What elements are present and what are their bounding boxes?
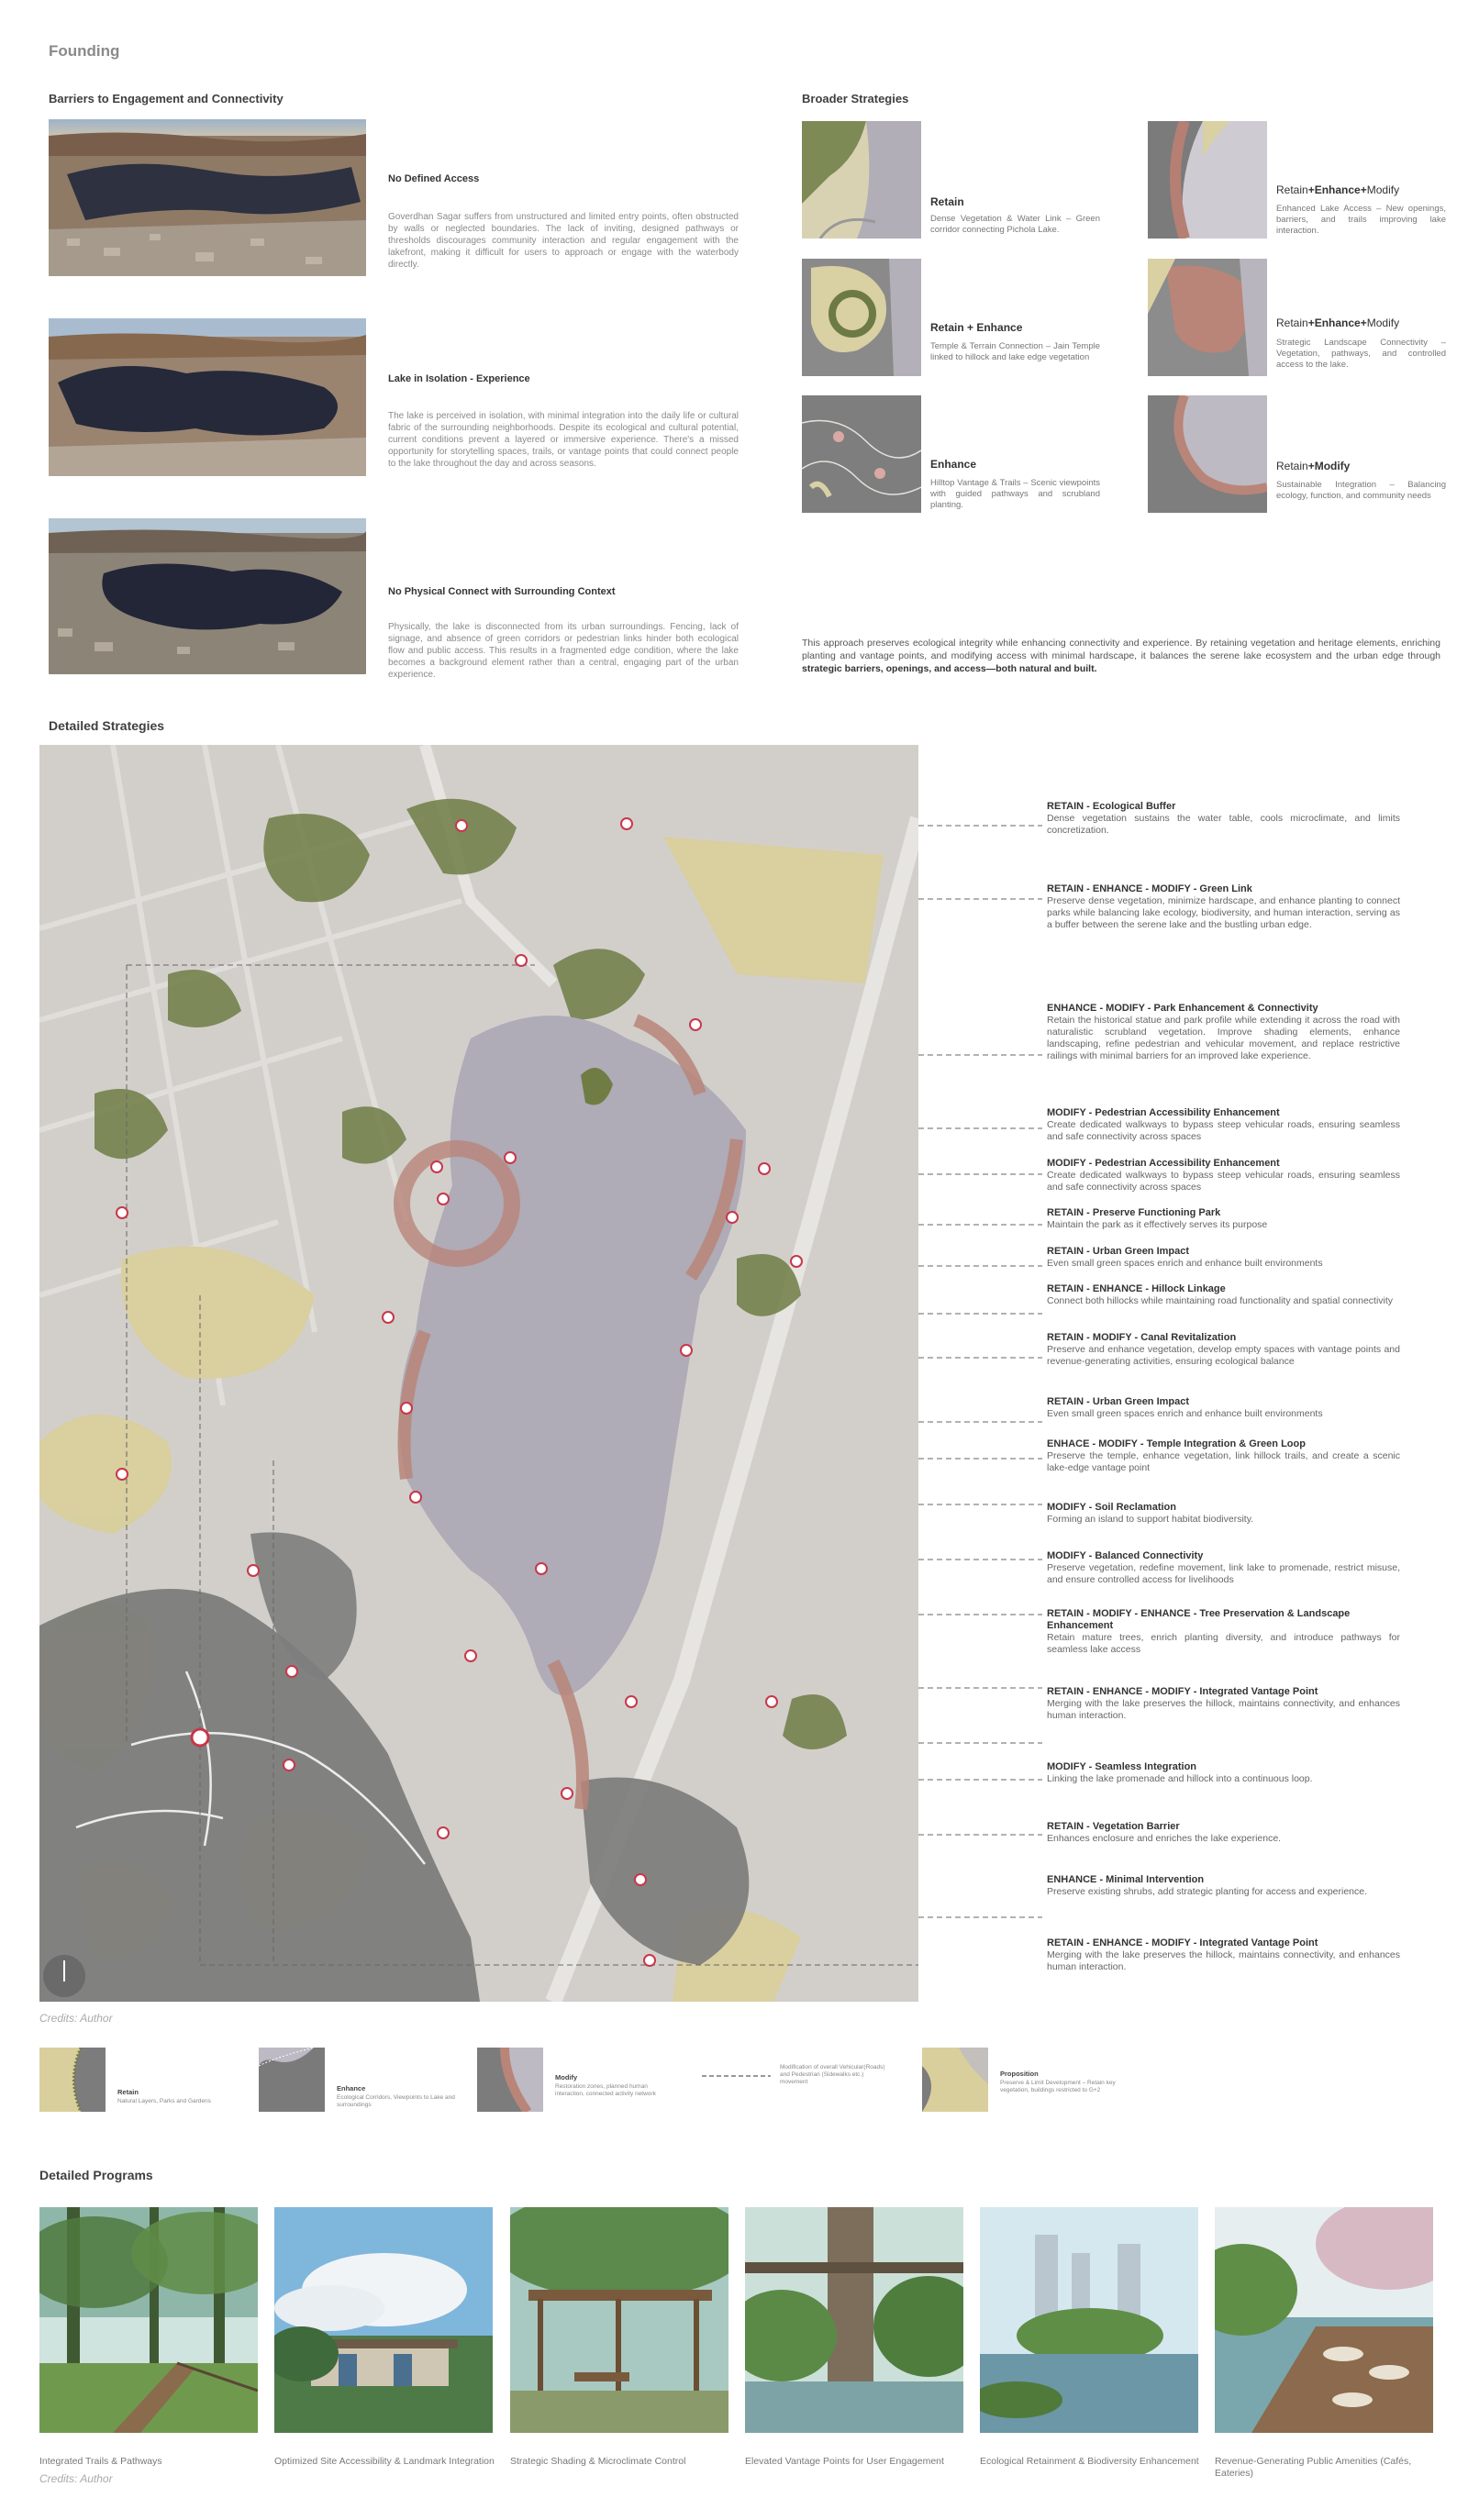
strategy-thumb-retain-enhance [802, 259, 921, 376]
aerial-photo-2 [49, 318, 366, 476]
program-caption-6: Revenue-Generating Public Amenities (Cafés, Eateries) [1215, 2456, 1412, 2479]
strategy-text-rem-1: Enhanced Lake Access – New openings, barriers, and trails improving lake interaction. [1276, 204, 1446, 236]
legend-enhance: Enhance Ecological Corridors, Viewpoints to Lake and surroundings [259, 2048, 470, 2112]
annotation-18: ENHANCE - Minimal Intervention Preserve existing shrubs, add strategic planting for access and experience. [1047, 1874, 1368, 1897]
strategy-thumb-enhance [802, 395, 921, 513]
legend-proposition: Proposition Preserve & Limit Development – Retain key vegetation, buildings restricted to G+2 [922, 2048, 1133, 2112]
programs-credits: Credits: Author [39, 2472, 113, 2485]
legend-modify: Modify Restoration zones, planned human interaction, connected activity network [477, 2048, 688, 2112]
annotation-6: RETAIN - Preserve Functioning Park Maintain the park as it effectively serves its purpose [1047, 1207, 1268, 1230]
annotation-5: MODIFY - Pedestrian Accessibility Enhancement Create dedicated walkways to bypass steep vehicular roads, ensuring seamless and safe connectivity across spaces [1047, 1158, 1400, 1193]
annotation-17: RETAIN - Vegetation Barrier Enhances enclosure and enriches the lake experience. [1047, 1821, 1282, 1844]
program-image-ecological [980, 2207, 1198, 2433]
detailed-strategies-heading: Detailed Strategies [49, 718, 165, 733]
strategy-text-retain: Dense Vegetation & Water Link – Green corridor connecting Pichola Lake. [930, 214, 1100, 235]
barrier-title-3: No Physical Connect with Surrounding Context [388, 586, 616, 597]
map-credits: Credits: Author [39, 2012, 113, 2025]
annotation-13: MODIFY - Balanced Connectivity Preserve vegetation, redefine movement, link lake to promenade, restrict misuse, and ensure controlled access for livelihoods [1047, 1550, 1400, 1585]
site-strategy-map [39, 745, 918, 2002]
annotation-10: RETAIN - Urban Green Impact Even small green spaces enrich and enhance built environments [1047, 1396, 1323, 1419]
program-caption-5: Ecological Retainment & Biodiversity Enhancement [980, 2456, 1199, 2467]
annotation-14: RETAIN - MODIFY - ENHANCE - Tree Preservation & Landscape Enhancement Retain mature trees, enrich planting diversity, and introduce pathways for seamless lake access [1047, 1608, 1400, 1655]
barrier-text-2: The lake is perceived in isolation, with minimal integration into the daily life or cultural fabric of the surrounding neighborhoods. Despite its ecological and cultural potential, current conditions prevent a layered or immersive experience. There's a missed opportunity for storytelling spaces, trails, or vantage points that could connect people to the lake throughout the day and across seasons. [388, 411, 739, 469]
legend-retain: Retain Natural Layers, Parks and Gardens [39, 2048, 250, 2112]
aerial-photo-1 [49, 119, 366, 276]
program-image-trails [39, 2207, 258, 2433]
approach-paragraph: This approach preserves ecological integrity while enhancing connectivity and experience. By retaining vegetation and heritage elements, enriching planting and vantage points, and modifying access with minimal hardscape, it balances the serene lake ecosystem and the urban edge through strategic barriers, openings, and access—both natural and built. [802, 638, 1440, 674]
strategy-title-retain: Retain [930, 195, 964, 208]
strategy-thumb-rem-2 [1148, 259, 1267, 376]
program-caption-3: Strategic Shading & Microclimate Control [510, 2456, 686, 2467]
program-caption-1: Integrated Trails & Pathways [39, 2456, 162, 2467]
annotation-1: RETAIN - Ecological Buffer Dense vegetation sustains the water table, cools microclimate, and limits concretization. [1047, 801, 1400, 836]
annotation-16: MODIFY - Seamless Integration Linking the lake promenade and hillock into a continuous loop. [1047, 1761, 1313, 1784]
annotation-11: ENHACE - MODIFY - Temple Integration & Green Loop Preserve the temple, enhance vegetation, link hillock trails, and create a scenic lake-edge vantage point [1047, 1438, 1400, 1473]
aerial-photo-3 [49, 518, 366, 674]
strategy-thumb-retain [802, 121, 921, 239]
strategy-title-enhance: Enhance [930, 458, 977, 471]
annotation-19: RETAIN - ENHANCE - MODIFY - Integrated Vantage Point Merging with the lake preserves the hillock, maintains connectivity, and enhances human interaction. [1047, 1937, 1400, 1972]
program-image-vantage [745, 2207, 963, 2433]
legend-movement: Modification of overall Vehicular(Roads) and Pedestrian (Sidewalks etc.) movement [780, 2064, 885, 2085]
broader-heading: Broader Strategies [802, 92, 909, 105]
strategy-title-rem-2: Retain+Enhance+Modify [1276, 316, 1400, 329]
annotation-connectors [918, 780, 1047, 1972]
annotation-4: MODIFY - Pedestrian Accessibility Enhancement Create dedicated walkways to bypass steep vehicular roads, ensuring seamless and safe connectivity across spaces [1047, 1107, 1400, 1142]
barrier-text-3: Physically, the lake is disconnected from its urban surroundings. Fencing, lack of signage, and absence of green corridors or pedestrian links hinder both ecological flow and public access. This results in a fragmented edge condition, where the lake becomes a background element rather than a central, engaging part of the urban experience. [388, 622, 739, 680]
founding-heading: Founding [49, 42, 120, 60]
strategy-title-retain-enhance: Retain + Enhance [930, 321, 1023, 334]
program-image-amenities [1215, 2207, 1433, 2433]
detailed-programs-heading: Detailed Programs [39, 2168, 153, 2182]
program-image-accessibility [274, 2207, 493, 2433]
barrier-text-1: Goverdhan Sagar suffers from unstructured and limited entry points, often obstructed by walls or neglected boundaries. The lack of inviting, designed pathways or thresholds discourages community interaction and regular engagement with the lakefront, making it difficult for users to approach or engage with the waterbody directly. [388, 212, 739, 270]
strategy-title-rem-1: Retain+Enhance+Modify [1276, 183, 1400, 196]
annotation-8: RETAIN - ENHANCE - Hillock Linkage Connect both hillocks while maintaining road functionality and spatial connectivity [1047, 1283, 1394, 1306]
annotation-3: ENHANCE - MODIFY - Park Enhancement & Connectivity Retain the historical statue and park profile while extending it across the road with naturalistic scrubland vegetation. Improve shading elements, enhance landscaping, refine pedestrian and vehicular movement, and replace restrictive railings with minimal barriers for an improved lake experience. [1047, 1003, 1400, 1061]
barrier-title-2: Lake in Isolation - Experience [388, 373, 530, 384]
strategy-thumb-rem-1 [1148, 121, 1267, 239]
strategy-text-enhance: Hilltop Vantage & Trails – Scenic viewpoints with guided pathways and scrubland planting. [930, 478, 1100, 510]
program-image-shading [510, 2207, 728, 2433]
annotation-9: RETAIN - MODIFY - Canal Revitalization Preserve and enhance vegetation, develop empty spaces with vantage points and revenue-generating activities, ensuring ecological balance [1047, 1332, 1400, 1367]
strategy-text-rem-3: Sustainable Integration – Balancing ecology, function, and community needs [1276, 480, 1446, 501]
strategy-text-retain-enhance: Temple & Terrain Connection – Jain Temple linked to hillock and lake edge vegetation [930, 341, 1100, 362]
annotation-12: MODIFY - Soil Reclamation Forming an island to support habitat biodiversity. [1047, 1502, 1254, 1525]
annotation-15: RETAIN - ENHANCE - MODIFY - Integrated Vantage Point Merging with the lake preserves the hillock, maintains connectivity, and enhances human interaction. [1047, 1686, 1400, 1721]
strategy-title-rem-3: Retain+Modify [1276, 460, 1351, 472]
annotation-7: RETAIN - Urban Green Impact Even small green spaces enrich and enhance built environments [1047, 1246, 1323, 1269]
barrier-title-1: No Defined Access [388, 173, 480, 184]
barriers-heading: Barriers to Engagement and Connectivity [49, 92, 284, 105]
program-caption-2: Optimized Site Accessibility & Landmark Integration [274, 2456, 495, 2467]
strategy-text-rem-2: Strategic Landscape Connectivity – Vegetation, pathways, and controlled access to the lake. [1276, 338, 1446, 370]
strategy-thumb-rem-3 [1148, 395, 1267, 513]
program-caption-4: Elevated Vantage Points for User Engagement [745, 2456, 944, 2467]
annotation-2: RETAIN - ENHANCE - MODIFY - Green Link Preserve dense vegetation, minimize hardscape, and enhance planting to connect parks while balancing lake ecology, biodiversity, and human interaction, serving as a buffer between the serene lake and the bustling urban edge. [1047, 883, 1400, 930]
